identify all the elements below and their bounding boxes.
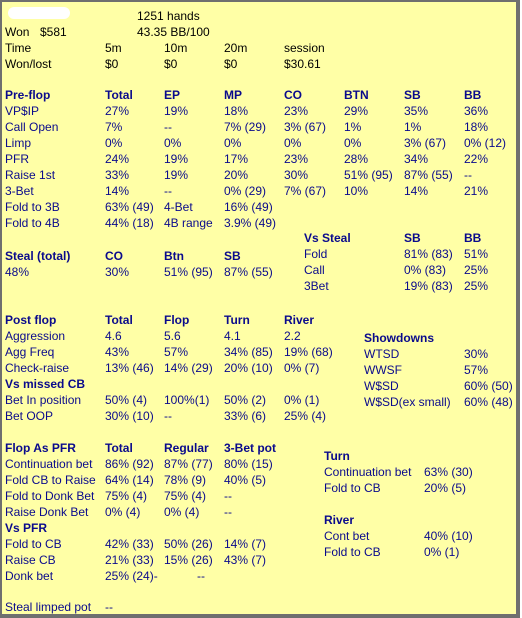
stat-cell: -- bbox=[224, 505, 232, 519]
stat-cell: 24% bbox=[105, 152, 130, 166]
stat-cell: 15% (26) bbox=[164, 553, 213, 567]
stat-cell: 34% bbox=[404, 152, 429, 166]
flop-pfr-header-regular: Regular bbox=[164, 441, 209, 455]
stat-cell: 22% bbox=[464, 152, 489, 166]
postflop-title: Post flop bbox=[5, 313, 57, 327]
stat-cell: 86% (92) bbox=[105, 457, 154, 471]
stat-cell: 78% (9) bbox=[164, 473, 207, 487]
preflop-header-btn: BTN bbox=[344, 88, 369, 102]
preflop-header-co: CO bbox=[284, 88, 302, 102]
postflop-header-flop: Flop bbox=[164, 313, 190, 327]
stat-cell: 25% bbox=[464, 263, 489, 277]
postflop-header-turn: Turn bbox=[224, 313, 250, 327]
stat-cell: 0% bbox=[224, 136, 242, 150]
stat-cell: 13% (46) bbox=[105, 361, 154, 375]
steal-limped-value: -- bbox=[105, 600, 113, 614]
stat-cell: -- bbox=[197, 569, 205, 583]
stat-cell: 60% (50) bbox=[464, 379, 513, 393]
stat-cell: 7% (67) bbox=[284, 184, 327, 198]
stat-cell: 21% bbox=[464, 184, 489, 198]
wonlost-label: Won/lost bbox=[5, 57, 52, 71]
flop-pfr-title: Flop As PFR bbox=[5, 441, 76, 455]
stat-cell: 30% bbox=[284, 168, 309, 182]
wonlost-5m: $0 bbox=[105, 57, 119, 71]
stat-cell: -- bbox=[164, 120, 172, 134]
stat-cell: 14% (7) bbox=[224, 537, 267, 551]
stat-cell: 0% (4) bbox=[164, 505, 200, 519]
stat-label: 3Bet bbox=[304, 279, 329, 293]
stat-cell: 50% (26) bbox=[164, 537, 213, 551]
stat-label: Limp bbox=[5, 136, 32, 150]
time-label: Time bbox=[5, 41, 32, 55]
steal-limped-label: Steal limped pot bbox=[5, 600, 92, 614]
preflop-title: Pre-flop bbox=[5, 88, 51, 102]
stat-cell: 4.6 bbox=[105, 329, 122, 343]
stat-label: Agg Freq bbox=[5, 345, 55, 359]
stat-cell: 100%(1) bbox=[164, 393, 210, 407]
stat-label: W$SD(ex small) bbox=[364, 395, 451, 409]
stat-cell: 64% (14) bbox=[105, 473, 154, 487]
stat-cell: 20% (10) bbox=[224, 361, 273, 375]
preflop-header-ep: EP bbox=[164, 88, 181, 102]
stat-label: WWSF bbox=[364, 363, 402, 377]
stat-cell: 0% (7) bbox=[284, 361, 320, 375]
stat-cell: 20% bbox=[224, 168, 249, 182]
stat-cell: 18% bbox=[224, 104, 249, 118]
stat-cell: 23% bbox=[284, 104, 309, 118]
steal-header-co: CO bbox=[105, 249, 123, 263]
stat-label: Check-raise bbox=[5, 361, 70, 375]
stat-cell: 50% (2) bbox=[224, 393, 267, 407]
flop-pfr-header-total: Total bbox=[105, 441, 133, 455]
stat-label: Bet In position bbox=[5, 393, 82, 407]
vs-steal-title: Vs Steal bbox=[304, 231, 351, 245]
stat-label: Fold to Donk Bet bbox=[5, 489, 95, 503]
stat-cell: 19% (68) bbox=[284, 345, 333, 359]
stat-label: Call Open bbox=[5, 120, 59, 134]
stat-label: Fold to 3B bbox=[5, 200, 60, 214]
stat-cell: 36% bbox=[464, 104, 489, 118]
stat-cell: 0% bbox=[105, 136, 123, 150]
bb-per-100: 43.35 BB/100 bbox=[137, 25, 210, 39]
stat-cell: 7% (29) bbox=[224, 120, 267, 134]
stat-cell: -- bbox=[464, 168, 472, 182]
stat-cell: 63% (30) bbox=[424, 465, 473, 479]
stat-label: Aggression bbox=[5, 329, 66, 343]
stat-cell: 0% (4) bbox=[105, 505, 141, 519]
stat-label: Fold to 4B bbox=[5, 216, 60, 230]
steal-title: Steal (total) bbox=[5, 249, 71, 263]
stat-cell: 44% (18) bbox=[105, 216, 154, 230]
stat-cell: 87% (77) bbox=[164, 457, 213, 471]
stat-cell: 17% bbox=[224, 152, 249, 166]
stat-cell: 7% bbox=[105, 120, 123, 134]
stat-cell: 19% bbox=[164, 152, 189, 166]
player-name-redacted bbox=[8, 7, 70, 19]
vs-steal-header-sb: SB bbox=[404, 231, 421, 245]
stat-cell: 63% (49) bbox=[105, 200, 154, 214]
stat-cell: 5.6 bbox=[164, 329, 181, 343]
stat-cell: 23% bbox=[284, 152, 309, 166]
stat-cell: 0% (1) bbox=[284, 393, 320, 407]
stat-cell: 3.9% (49) bbox=[224, 216, 277, 230]
stat-cell: 18% bbox=[464, 120, 489, 134]
won-value: $581 bbox=[40, 25, 67, 39]
postflop-header-total: Total bbox=[105, 313, 133, 327]
stat-label: 4B range bbox=[164, 216, 213, 230]
stat-label: Fold bbox=[304, 247, 328, 261]
stat-cell: 3% (67) bbox=[284, 120, 327, 134]
stat-cell: 0% (12) bbox=[464, 136, 507, 150]
preflop-header-sb: SB bbox=[404, 88, 421, 102]
time-col-5m: 5m bbox=[105, 41, 122, 55]
steal-header-sb: SB bbox=[224, 249, 241, 263]
stat-cell: 30% bbox=[464, 347, 489, 361]
stat-label: PFR bbox=[5, 152, 29, 166]
stat-cell: 16% (49) bbox=[224, 200, 273, 214]
stat-cell: 80% (15) bbox=[224, 457, 273, 471]
stat-cell: 75% (4) bbox=[164, 489, 207, 503]
stat-cell: -- bbox=[164, 409, 172, 423]
steal-header-btn: Btn bbox=[164, 249, 184, 263]
stat-cell: 30% (10) bbox=[105, 409, 154, 423]
stat-cell: 43% (7) bbox=[224, 553, 267, 567]
stat-label: WTSD bbox=[364, 347, 400, 361]
preflop-header-bb: BB bbox=[464, 88, 482, 102]
showdowns-title: Showdowns bbox=[364, 331, 434, 345]
stat-cell: 43% bbox=[105, 345, 130, 359]
stat-label: Cont bet bbox=[324, 529, 370, 543]
stat-label: W$SD bbox=[364, 379, 399, 393]
stat-label: 4-Bet bbox=[164, 200, 193, 214]
stat-cell: 42% (33) bbox=[105, 537, 154, 551]
missed-cb-title: Vs missed CB bbox=[5, 377, 86, 391]
stat-cell: -- bbox=[224, 489, 232, 503]
stat-cell: 27% bbox=[105, 104, 130, 118]
stat-cell: 29% bbox=[344, 104, 369, 118]
stat-label: Fold to CB bbox=[324, 481, 381, 495]
stat-cell: 28% bbox=[344, 152, 369, 166]
stat-label: Bet OOP bbox=[5, 409, 54, 423]
stat-label: Raise Donk Bet bbox=[5, 505, 89, 519]
stat-cell: 19% bbox=[164, 104, 189, 118]
stat-cell: 25% (4) bbox=[284, 409, 327, 423]
stat-cell: 0% (83) bbox=[404, 263, 447, 277]
stat-cell: 14% bbox=[404, 184, 429, 198]
time-col-20m: 20m bbox=[224, 41, 248, 55]
stat-cell: 1% bbox=[344, 120, 362, 134]
stat-cell: 34% (85) bbox=[224, 345, 273, 359]
preflop-header-mp: MP bbox=[224, 88, 242, 102]
stat-cell: 25% (24)- bbox=[105, 569, 158, 583]
stat-cell: 30% bbox=[105, 265, 130, 279]
stat-label: Call bbox=[304, 263, 325, 277]
stat-cell: 19% bbox=[164, 168, 189, 182]
vs-pfr-title: Vs PFR bbox=[5, 521, 48, 535]
stat-cell: 0% (1) bbox=[424, 545, 460, 559]
stat-cell: 10% bbox=[344, 184, 369, 198]
stat-cell: 51% bbox=[464, 247, 489, 261]
stat-cell: 0% (29) bbox=[224, 184, 267, 198]
stat-cell: 33% (6) bbox=[224, 409, 267, 423]
wonlost-10m: $0 bbox=[164, 57, 178, 71]
stat-cell: 1% bbox=[404, 120, 422, 134]
stat-cell: 14% (29) bbox=[164, 361, 213, 375]
stat-cell: 87% (55) bbox=[404, 168, 453, 182]
stat-cell: 57% bbox=[464, 363, 489, 377]
stat-cell: 57% bbox=[164, 345, 189, 359]
stat-cell: 19% (83) bbox=[404, 279, 453, 293]
preflop-header-total: Total bbox=[105, 88, 133, 102]
steal-total-value: 48% bbox=[5, 265, 30, 279]
stat-cell: 4.1 bbox=[224, 329, 241, 343]
stat-cell: 14% bbox=[105, 184, 130, 198]
turn-title: Turn bbox=[324, 449, 350, 463]
hands-count: 1251 hands bbox=[137, 9, 200, 23]
stat-cell: 21% (33) bbox=[105, 553, 154, 567]
stat-cell: 0% bbox=[284, 136, 302, 150]
stat-cell: 50% (4) bbox=[105, 393, 148, 407]
stat-label: VP$IP bbox=[5, 104, 40, 118]
stat-cell: 2.2 bbox=[284, 329, 301, 343]
stat-cell: 0% bbox=[164, 136, 182, 150]
wonlost-session: $30.61 bbox=[284, 57, 321, 71]
time-col-session: session bbox=[284, 41, 325, 55]
stat-cell: 75% (4) bbox=[105, 489, 148, 503]
stat-cell: -- bbox=[164, 184, 172, 198]
stat-label: Fold to CB bbox=[324, 545, 381, 559]
stat-label: Raise 1st bbox=[5, 168, 56, 182]
vs-steal-header-bb: BB bbox=[464, 231, 482, 245]
stat-label: Raise CB bbox=[5, 553, 56, 567]
postflop-header-river: River bbox=[284, 313, 315, 327]
stat-cell: 51% (95) bbox=[164, 265, 213, 279]
stat-label: Continuation bet bbox=[324, 465, 412, 479]
wonlost-20m: $0 bbox=[224, 57, 238, 71]
stat-cell: 81% (83) bbox=[404, 247, 453, 261]
stat-label: Fold to CB bbox=[5, 537, 62, 551]
stat-label: Fold CB to Raise bbox=[5, 473, 96, 487]
stat-cell: 60% (48) bbox=[464, 395, 513, 409]
stat-cell: 87% (55) bbox=[224, 265, 273, 279]
stat-label: 3-Bet bbox=[5, 184, 34, 198]
stat-label: Continuation bet bbox=[5, 457, 93, 471]
stat-cell: 0% bbox=[344, 136, 362, 150]
stat-cell: 51% (95) bbox=[344, 168, 393, 182]
stat-cell: 35% bbox=[404, 104, 429, 118]
stat-label: Donk bet bbox=[5, 569, 54, 583]
stat-cell: 25% bbox=[464, 279, 489, 293]
stat-cell: 33% bbox=[105, 168, 130, 182]
river-title: River bbox=[324, 513, 355, 527]
stat-cell: 40% (10) bbox=[424, 529, 473, 543]
time-col-10m: 10m bbox=[164, 41, 188, 55]
stat-cell: 3% (67) bbox=[404, 136, 447, 150]
won-label: Won bbox=[5, 25, 30, 39]
stat-cell: 20% (5) bbox=[424, 481, 467, 495]
flop-pfr-header-3bet: 3-Bet pot bbox=[224, 441, 276, 455]
stat-cell: 40% (5) bbox=[224, 473, 267, 487]
